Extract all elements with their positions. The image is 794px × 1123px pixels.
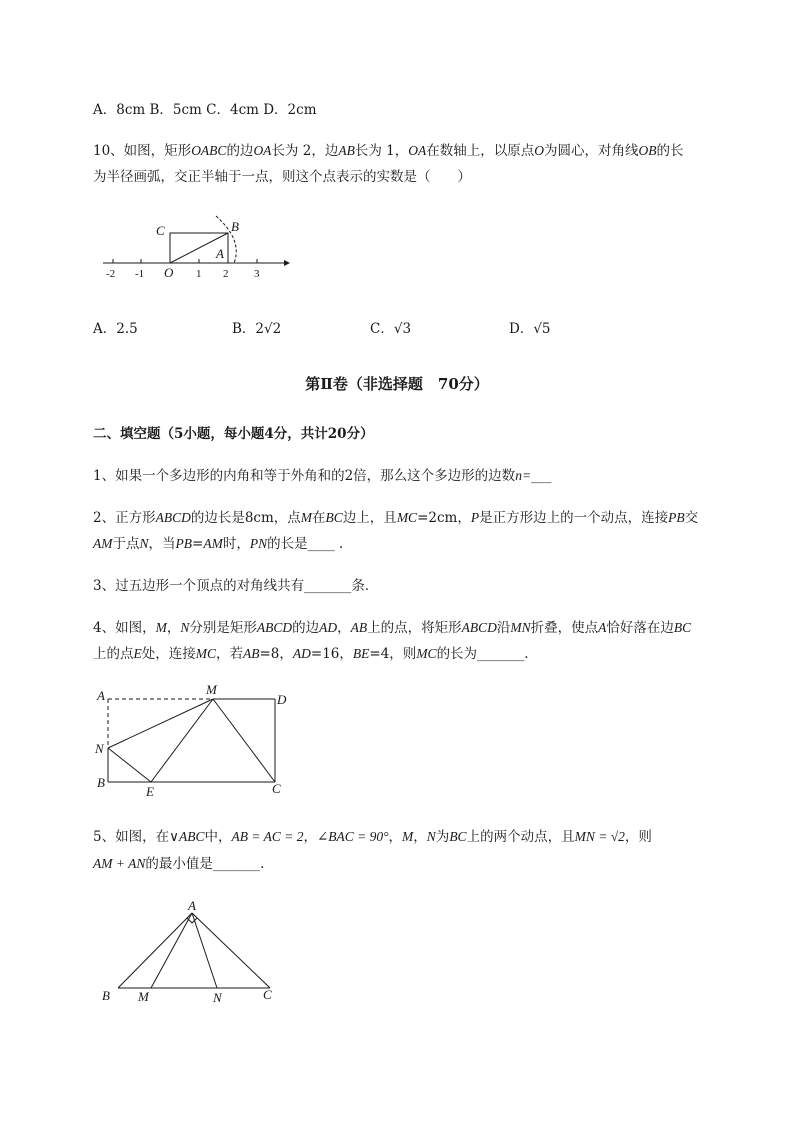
fill-q1: [93, 466, 551, 486]
var: MC: [416, 646, 437, 661]
var: PB: [668, 510, 685, 525]
option-value: 2√2: [255, 321, 282, 337]
q10-label-a: A: [216, 246, 224, 261]
fill-q5-line2: [93, 854, 264, 874]
text: 5、如图，在: [93, 829, 170, 845]
q10-text: 10、如图，矩形: [93, 143, 192, 159]
text: 上的点: [93, 646, 134, 662]
q4-label-e: E: [146, 784, 154, 799]
var: AD: [319, 620, 338, 635]
q4-label-m: M: [206, 682, 217, 697]
q10-text: 为圆心，对角线: [543, 143, 639, 159]
q10-label-b: B: [231, 219, 239, 234]
section2-heading: 二、填空题（5小题，每小题4分，共计20分）: [93, 426, 374, 442]
text: ，: [413, 829, 427, 845]
text: 的长是____ .: [267, 536, 344, 552]
text: 沿: [496, 620, 511, 636]
var: MC: [195, 646, 216, 661]
fill-q2-line1: [93, 508, 698, 528]
text: =16，: [310, 646, 353, 662]
q10-label-o: O: [164, 265, 174, 280]
var: M: [300, 510, 313, 525]
var: ABCD: [256, 620, 293, 635]
q10-tick-label: 3: [254, 268, 260, 280]
q10-var: OABC: [191, 143, 227, 158]
text: =: [192, 536, 204, 552]
var: MC: [396, 510, 418, 525]
var: AB: [350, 620, 368, 635]
text: 处，连接: [141, 646, 196, 662]
var: N: [426, 829, 436, 844]
text: ，: [337, 620, 351, 636]
var: BC: [673, 620, 692, 635]
q4-label-d: D: [277, 692, 287, 707]
q4-label-n: N: [95, 741, 104, 756]
text: 上的两个动点，且: [466, 829, 575, 845]
option-value: √5: [533, 321, 551, 337]
text: ，则: [624, 829, 652, 845]
text: 于点: [112, 536, 140, 552]
var: ∠BAC = 90°: [316, 829, 389, 844]
q5-label-m: M: [138, 989, 149, 1004]
text: 在: [312, 510, 326, 526]
text: 4、如图，: [93, 620, 156, 636]
q10-option-b: [232, 317, 281, 337]
var: AM: [203, 536, 223, 551]
var: BC: [449, 829, 467, 844]
fill-q1-text: 1、如果一个多边形的内角和等于外角和的2倍，那么这个多边形的边数: [93, 468, 516, 484]
fill-q4-line1: [93, 618, 691, 638]
var: MN: [510, 620, 531, 635]
var: N: [139, 536, 149, 551]
text: 的边: [292, 620, 320, 636]
text: 的最小值是_______.: [145, 856, 265, 872]
q10-stem-line2: 为半径画弧，交正半轴于一点，则这个点表示的实数是（ ）: [93, 169, 471, 185]
text: =2cm，: [417, 510, 471, 526]
text: 分别是矩形: [189, 620, 257, 636]
text: =4，则: [369, 646, 417, 662]
var: ABCD: [461, 620, 497, 635]
var: AM + AN: [93, 856, 146, 871]
text: 时，: [222, 536, 250, 552]
q10-var: OA: [253, 143, 272, 158]
text: 交: [684, 510, 699, 526]
var: BC: [325, 510, 343, 525]
var: M: [155, 620, 167, 635]
fill-q5-line1: [93, 827, 652, 847]
var: PN: [249, 536, 268, 551]
option-letter: D．: [509, 321, 534, 337]
var: AB: [243, 646, 260, 661]
q5-label-b: B: [102, 988, 110, 1003]
q5-label-a: A: [188, 898, 196, 913]
var: AD: [292, 646, 311, 661]
fill-q1-blank: ___: [531, 468, 552, 484]
q10-tick-label: -1: [135, 268, 145, 280]
var: BE: [352, 646, 370, 661]
fill-q2-line2: [93, 534, 343, 554]
option-value: 2.5: [116, 321, 138, 337]
q10-tick-label: 1: [196, 268, 202, 280]
var: AB = AC = 2: [231, 829, 304, 844]
q10-var: OA: [408, 143, 427, 158]
q5-label-c: C: [263, 987, 272, 1002]
fill-q1-var: n=: [515, 468, 532, 483]
var: MN = √2: [574, 829, 625, 844]
var: AM: [93, 536, 113, 551]
q5-figure: [98, 898, 288, 1008]
text: 的长为_______.: [436, 646, 529, 662]
text: ，: [388, 829, 403, 845]
text: ，当: [148, 536, 176, 552]
q10-text: 的边: [226, 143, 254, 159]
q4-label-a: A: [97, 688, 105, 703]
q10-text: 长为 1，: [354, 143, 409, 159]
option-letter: B．: [232, 321, 256, 337]
text: 是正方形边上的一个动点，连接: [479, 510, 669, 526]
var: A: [598, 620, 607, 635]
q10-tick-label: 2: [223, 268, 229, 280]
text: 恰好落在边: [606, 620, 674, 636]
q10-tick-label: -2: [106, 268, 116, 280]
q4-label-c: C: [272, 781, 281, 796]
option-letter: C．: [370, 321, 394, 337]
text: ，: [166, 620, 181, 636]
q4-label-b: B: [97, 775, 105, 790]
q10-var: O: [534, 143, 544, 158]
text: 边上，且: [342, 510, 397, 526]
q10-option-a: [93, 317, 138, 337]
text: 为: [435, 829, 450, 845]
q9-options: A．8cm B．5cm C．4cm D．2cm: [93, 102, 317, 118]
text: ，若: [216, 646, 243, 662]
var: E: [133, 646, 142, 661]
option-letter: A．: [93, 321, 117, 337]
text: 的边长是8cm，点: [190, 510, 301, 526]
text: ，: [303, 829, 317, 845]
fill-q3: 3、过五边形一个顶点的对角线共有_______条．: [93, 578, 379, 594]
q10-figure: [98, 212, 298, 282]
q10-var: AB: [338, 143, 355, 158]
var: ABCD: [155, 510, 191, 525]
q10-text: 长为 2，边: [271, 143, 339, 159]
q10-var: OB: [638, 143, 657, 158]
var: PB: [175, 536, 193, 551]
q10-text: 在数轴上，以原点: [426, 143, 535, 159]
part2-title: 第Ⅱ卷（非选择题 70分）: [305, 375, 489, 393]
var: ∨ABC: [169, 829, 205, 844]
text: 2、正方形: [93, 510, 156, 526]
var: M: [402, 829, 414, 844]
q10-option-c: [370, 317, 411, 337]
var: P: [470, 510, 480, 525]
q10-label-c: C: [156, 223, 165, 238]
fill-q4-line2: [93, 644, 529, 664]
q5-label-n: N: [213, 990, 222, 1005]
option-value: √3: [393, 321, 412, 337]
q10-option-d: [509, 317, 551, 337]
var: N: [180, 620, 190, 635]
q10-stem-line1: [93, 141, 683, 161]
q4-figure: [94, 683, 304, 798]
text: 上的点，将矩形: [367, 620, 462, 636]
q10-text: 的长: [656, 143, 684, 159]
text: =8，: [259, 646, 293, 662]
text: 折叠，使点: [530, 620, 599, 636]
text: 中，: [204, 829, 232, 845]
